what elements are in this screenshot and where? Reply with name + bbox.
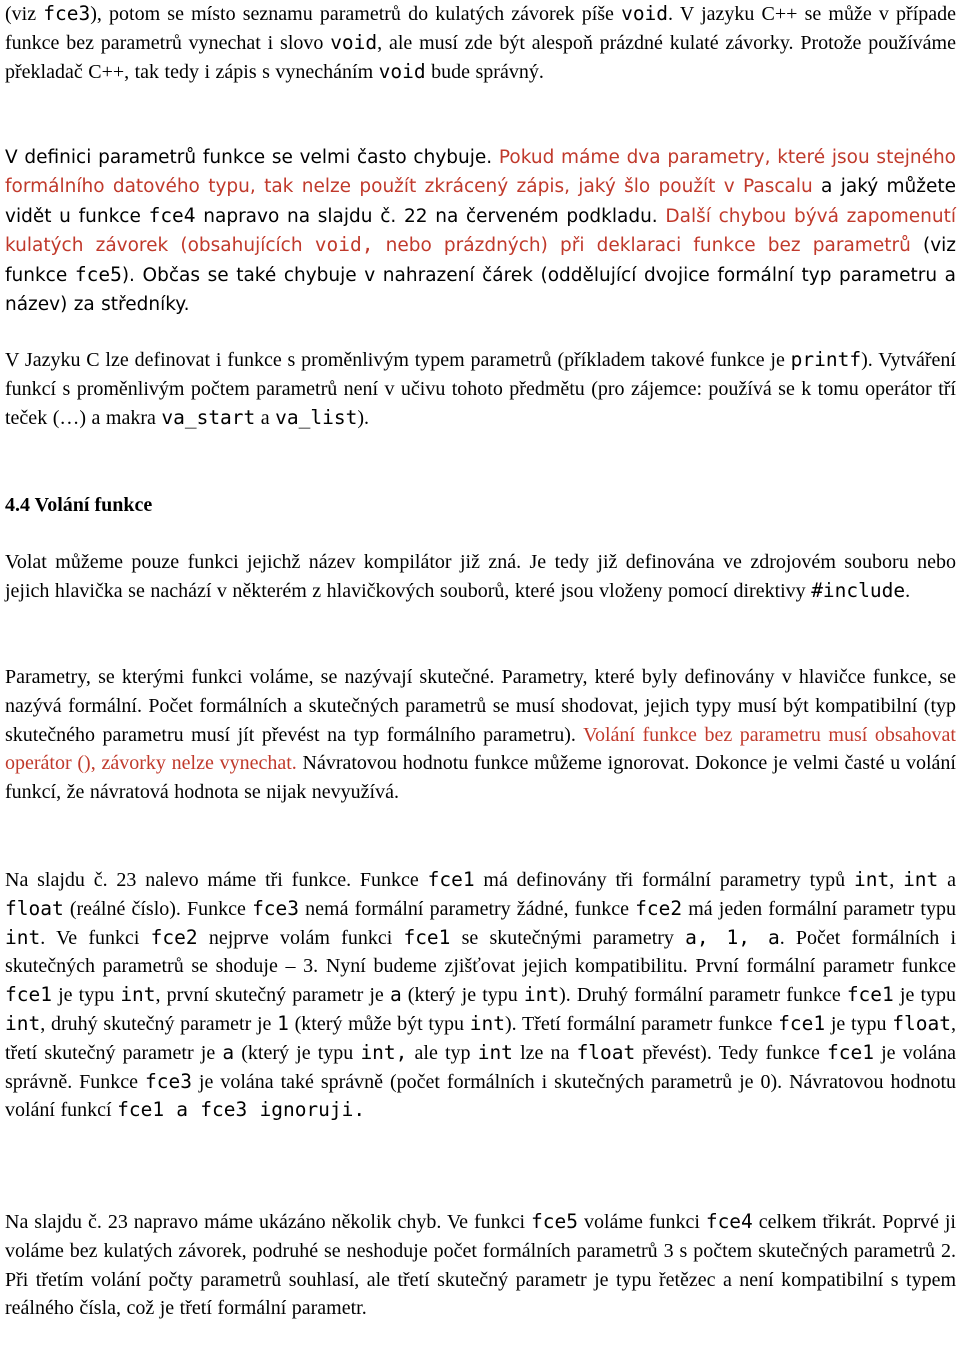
text: . Ve funkci bbox=[40, 926, 151, 949]
text: . V jazyku C++ se může v případe funkce bez parametrů vynechat i slovo bbox=[5, 3, 957, 54]
code: int bbox=[469, 1011, 505, 1035]
text: má definovány tři formální parametry typů bbox=[474, 869, 854, 891]
text: celkem třikrát. Poprvé ji voláme bez kulatých závorek, podruhé se neshoduje počet formálních parametrů 3 s počtem skutečných parametrů 2. Při třetím volání počty parametrů souhlasí, ale třetí skutečný parametr je typu řetězec a není kompatibilní s typem reálného čísla, což je třetí formální parametr. bbox=[5, 1211, 956, 1320]
text: má jeden formální parametr typu bbox=[682, 897, 956, 920]
section-heading: 4.4 Volání funkce bbox=[5, 494, 153, 516]
text: je volána správně. Funkce bbox=[5, 1041, 956, 1093]
text: (který je typu bbox=[401, 984, 524, 1007]
text: ). Vytváření funkcí s proměnlivým počtem parametrů není v učivu tohoto předmětu (pro zájemce: používá se k tomu operátor tří teček (…) a makra bbox=[5, 349, 956, 429]
code: float bbox=[576, 1040, 636, 1064]
text: , ale musí zde být alespoň prázdné kulaté závorky. Protože používáme překladač C++, tak tedy i zápis s vynecháním bbox=[5, 31, 956, 83]
text: , druhý skutečný parametr je bbox=[40, 1012, 278, 1035]
code: int bbox=[523, 983, 560, 1007]
code: fce1 bbox=[778, 1011, 826, 1035]
code-va-start: va_start bbox=[161, 405, 256, 429]
text: Na slajdu č. 23 napravo máme ukázáno několik chyb. Ve funkci bbox=[5, 1211, 532, 1233]
paragraph-calling-known-function bbox=[5, 548, 956, 606]
code: fce1 bbox=[5, 983, 52, 1007]
code-void: void bbox=[330, 30, 378, 54]
text: bude správný. bbox=[425, 60, 544, 83]
text: je volána také správně (počet formálních i skutečných parametrů je 0). Návratovou hodnotu volání funkcí bbox=[5, 1070, 957, 1122]
paragraph-variadic-functions bbox=[5, 346, 956, 432]
code: int bbox=[854, 868, 890, 891]
code: fce2 bbox=[150, 925, 198, 949]
code: fce1 bbox=[846, 983, 894, 1007]
code: fce2 bbox=[635, 896, 683, 920]
text: ), potom se místo seznamu parametrů do kulatých závorek píše bbox=[90, 3, 622, 25]
paragraph-slide-23-right bbox=[5, 1208, 956, 1323]
text: (reálné číslo). Funkce bbox=[63, 897, 253, 920]
code: a bbox=[222, 1040, 235, 1064]
text: . bbox=[905, 579, 911, 602]
code-fce4: fce4 bbox=[148, 203, 196, 227]
code: fce1 a fce3 ignoruji. bbox=[117, 1098, 366, 1122]
code: float bbox=[892, 1011, 951, 1035]
text: je typu bbox=[825, 1012, 893, 1035]
code: int bbox=[903, 868, 939, 891]
paragraph-slide-23-left bbox=[5, 866, 956, 1125]
text: (viz bbox=[5, 3, 44, 25]
text: , třetí skutečný parametr je bbox=[5, 1012, 956, 1064]
text: lze na bbox=[512, 1041, 577, 1064]
text: je typu bbox=[893, 984, 957, 1007]
text: ale typ bbox=[407, 1041, 478, 1064]
code: a, 1, a bbox=[685, 925, 780, 949]
code: fce1 bbox=[427, 868, 475, 891]
text: . Počet formálních i skutečných parametrů se shoduje – 3. Nyní budeme zjišťovat jejich kompatibilitu. První formální parametr funkce bbox=[5, 926, 957, 978]
text: a bbox=[938, 869, 956, 891]
text: nemá formální parametry žádné, funkce bbox=[299, 897, 636, 920]
text: se skutečnými parametry bbox=[450, 926, 686, 949]
code: fce3 bbox=[145, 1069, 192, 1093]
code: int bbox=[5, 925, 41, 949]
code: int bbox=[120, 983, 156, 1007]
text: Na slajdu č. 23 nalevo máme tři funkce. Funkce bbox=[5, 869, 428, 891]
code: fce3 bbox=[252, 896, 300, 920]
paragraph-void-parameters bbox=[5, 0, 956, 86]
code: 1 bbox=[277, 1011, 289, 1035]
code: int bbox=[477, 1040, 513, 1064]
text: ). Třetí formální parametr funkce bbox=[504, 1012, 779, 1035]
code: int, bbox=[360, 1040, 408, 1064]
text: Návratovou hodnotu funkce můžeme ignorovat. Dokonce je velmi časté u volání funkcí, že návratová hodnota se nijak nevyužívá. bbox=[5, 752, 956, 804]
text: (který je typu bbox=[234, 1041, 361, 1064]
highlighted-text: Další chybou bývá zapomenutí kulatých závorek (obsahujících bbox=[5, 205, 956, 257]
code: fce1 bbox=[403, 925, 451, 949]
text: V definici parametrů funkce se velmi často chybuje. bbox=[5, 147, 499, 168]
code-void: void bbox=[621, 2, 669, 25]
code: int bbox=[5, 1011, 41, 1035]
text: ). Druhý formální parametr funkce bbox=[559, 984, 847, 1007]
code-void: void, bbox=[314, 233, 374, 257]
text: napravo na slajdu č. 22 na červeném podkladu. bbox=[195, 205, 666, 227]
paragraph-parameters bbox=[5, 663, 956, 807]
text: ). Občas se také chybuje v nahrazení čárek (oddělující dvojice formální typ parametru a název) za středníky. bbox=[5, 265, 956, 315]
code-va-list: va_list bbox=[275, 405, 358, 429]
text: nejprve volám funkci bbox=[197, 926, 404, 949]
text: , bbox=[889, 869, 904, 891]
code-printf: printf bbox=[790, 348, 862, 371]
highlighted-text: Pokud máme dva parametry, které jsou stejného formálního datového typu, tak nelze použít zkrácený zápis, jaký šlo použít v Pascalu bbox=[5, 147, 956, 197]
text: je typu bbox=[51, 984, 121, 1007]
text: V Jazyku C lze definovat i funkce s proměnlivým typem parametrů (příkladem takové funkce je bbox=[5, 349, 791, 371]
text: voláme funkci bbox=[578, 1211, 706, 1233]
code: fce1 bbox=[827, 1040, 874, 1064]
code-include: #include bbox=[811, 578, 906, 602]
text: Parametry, se kterými funkci voláme, se nazývají skutečné. Parametry, které byly definovány v hlavičce funkce, se nazývá formální. Počet formálních a skutečných parametrů se musí shodovat, jejich typy musí být kompatibilní (typ skutečného parametru musí jít převést na typ formálního parametru). bbox=[5, 666, 956, 746]
text: , první skutečný parametr je bbox=[155, 984, 390, 1007]
text: a jaký můžete vidět u funkce bbox=[5, 175, 956, 227]
text: a bbox=[255, 406, 276, 429]
code-void: void bbox=[378, 59, 426, 83]
code-fce4: fce4 bbox=[705, 1210, 753, 1233]
text: převést). Tedy funkce bbox=[635, 1041, 827, 1064]
code: float bbox=[5, 896, 64, 920]
text: (viz funkce bbox=[5, 235, 956, 287]
text: Volat můžeme pouze funkci jejichž název kompilátor již zná. Je tedy již definována ve zdrojovém souboru nebo jejich hlavička se nachází v některém z hlavičkových souborů, které jsou vloženy pomocí direktivy bbox=[5, 551, 956, 602]
highlighted-text: Volání funkce bez parametru musí obsahovat operátor (), závorky nelze vynechat. bbox=[5, 723, 956, 775]
code: a bbox=[389, 983, 402, 1007]
text: ). bbox=[357, 406, 370, 429]
code-fce5: fce5 bbox=[531, 1210, 579, 1233]
text: (který může být typu bbox=[288, 1012, 470, 1035]
paragraph-definition-errors bbox=[5, 144, 956, 320]
code-fce5: fce5 bbox=[74, 263, 122, 287]
highlighted-text: nebo prázdných) při deklaraci funkce bez parametrů bbox=[373, 235, 911, 257]
code-fce3: fce3 bbox=[43, 2, 91, 25]
